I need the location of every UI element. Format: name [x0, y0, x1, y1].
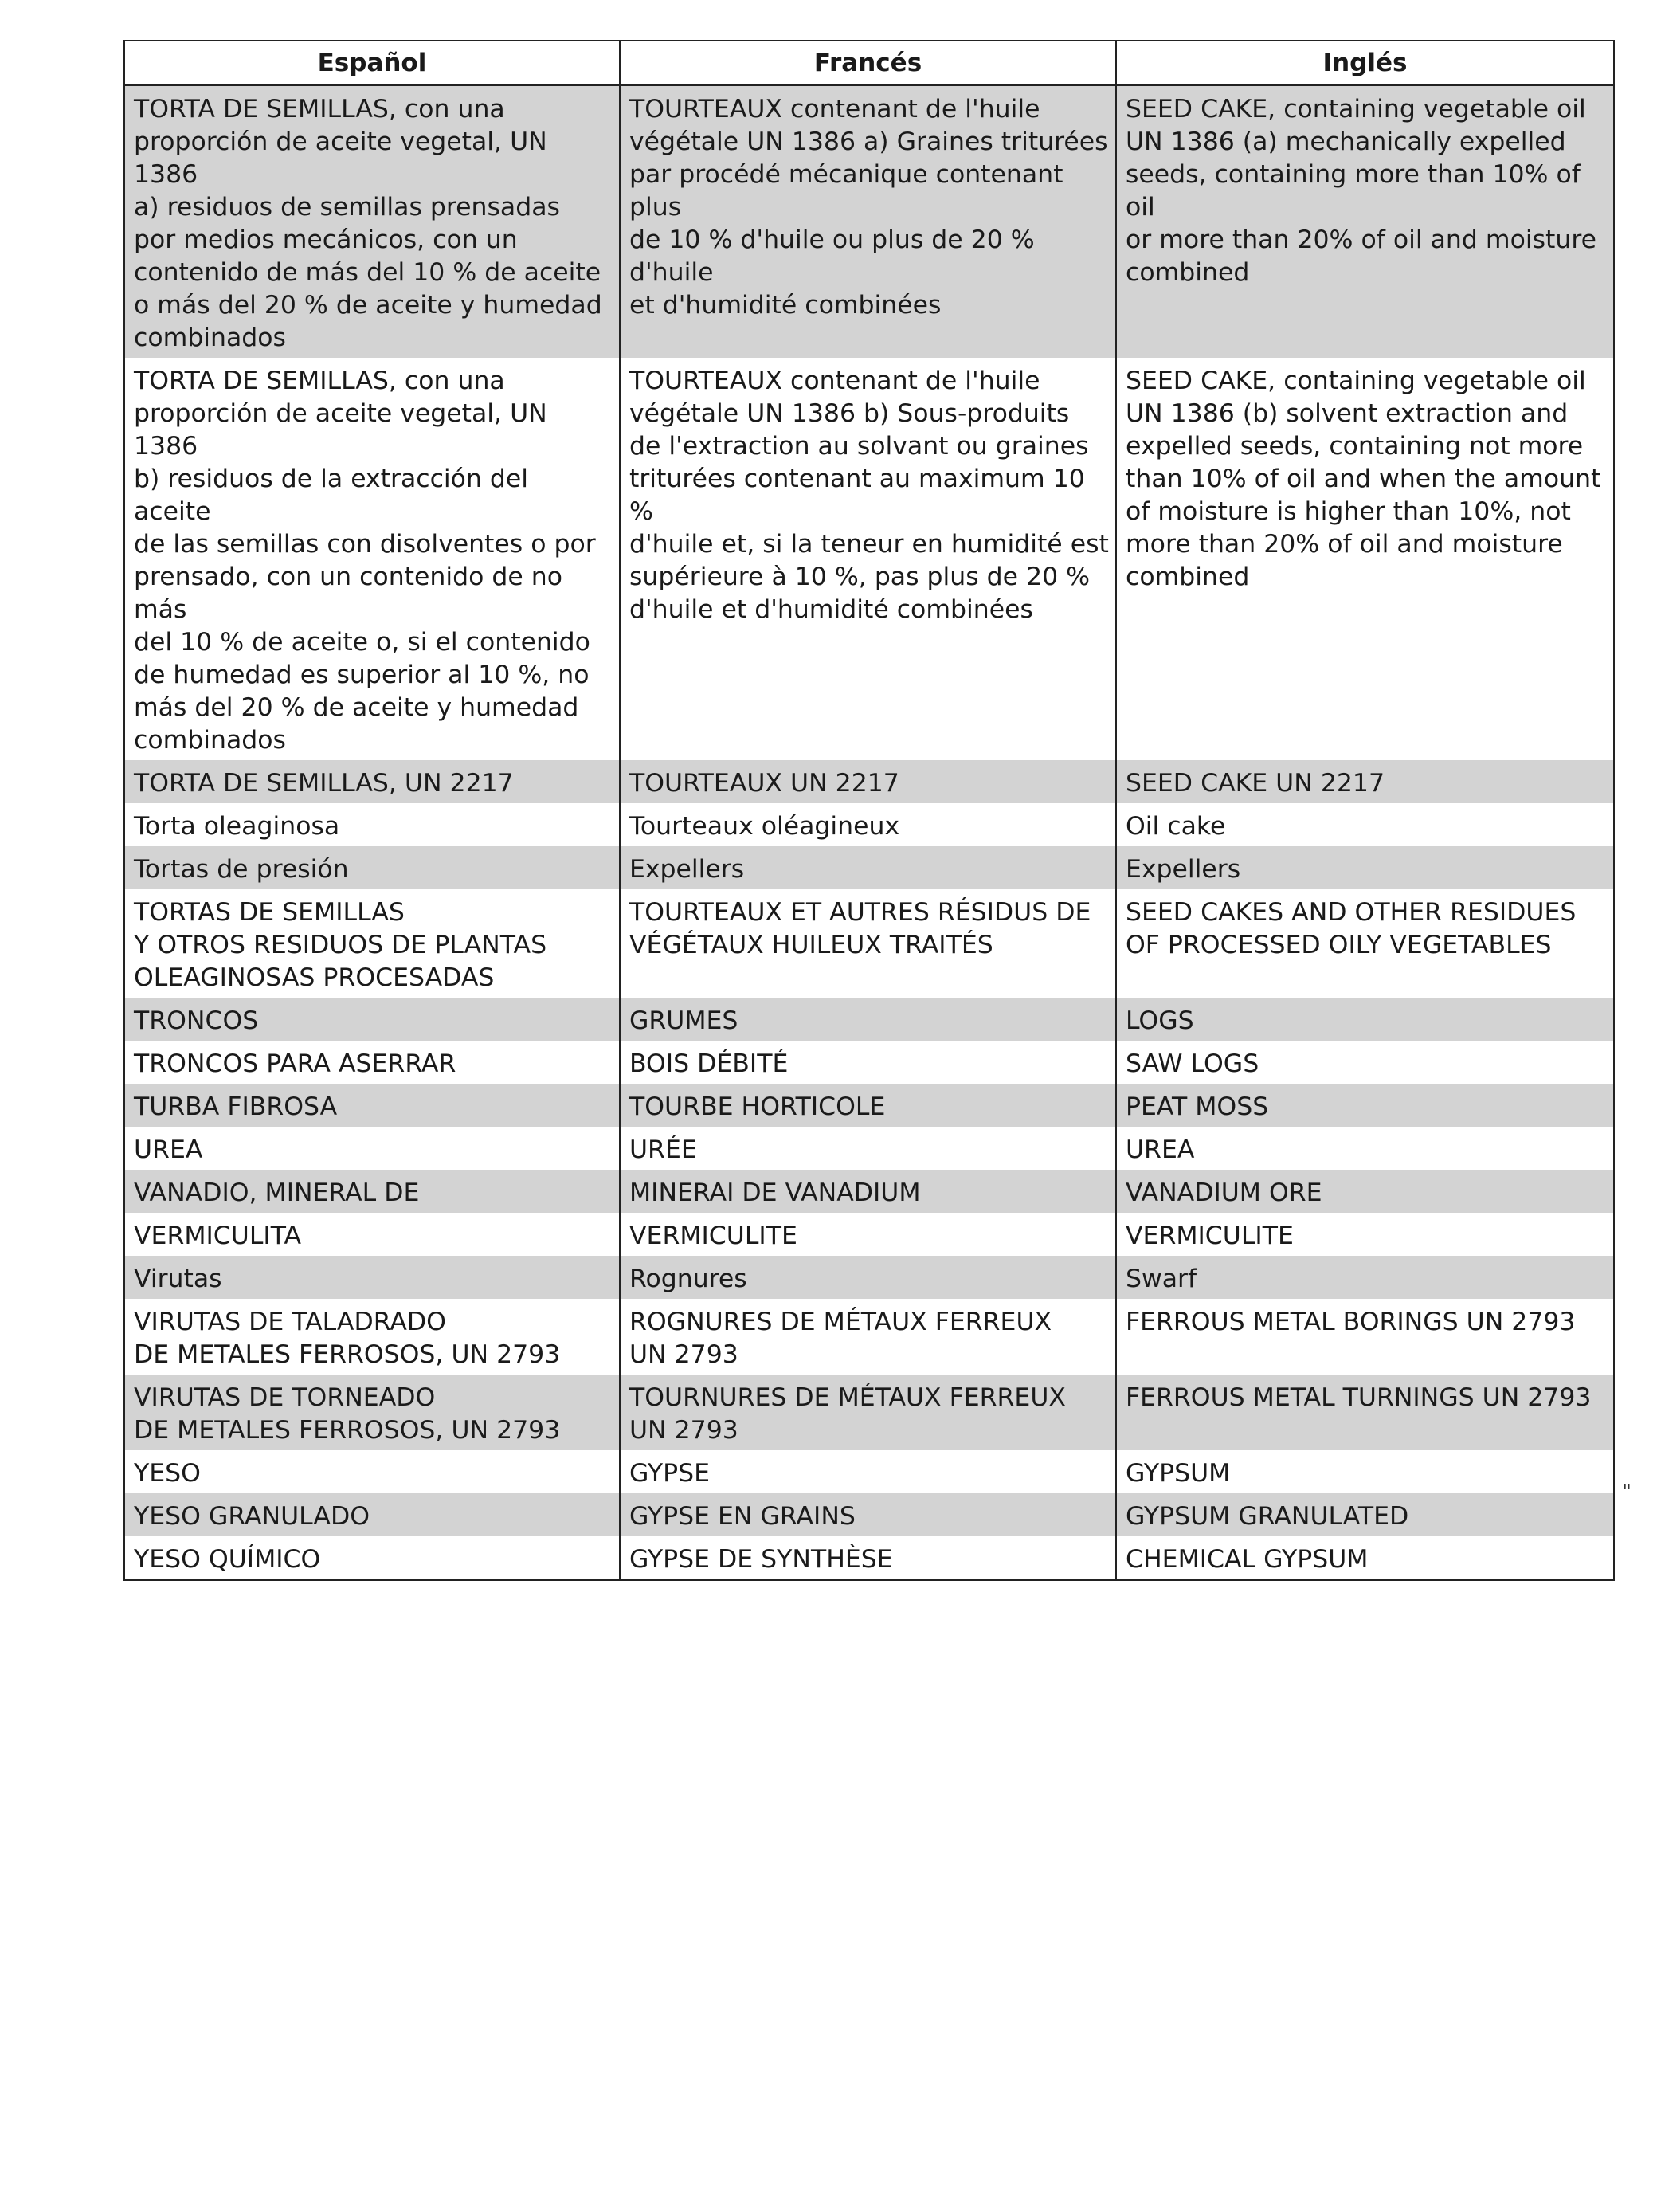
cell-french: ROGNURES DE MÉTAUX FERREUX UN 2793 — [620, 1299, 1116, 1375]
cell-french: GYPSE EN GRAINS — [620, 1493, 1116, 1536]
cell-english: CHEMICAL GYPSUM — [1116, 1536, 1614, 1580]
table-row — [124, 1256, 1614, 1299]
cell-spanish: TORTA DE SEMILLAS, con una proporción de aceite vegetal, UN 1386 a) residuos de semillas prensadas por medios mecánicos, con un contenido de más del 10 % de aceite o más del 20 % de aceite y humedad combinados — [124, 85, 620, 358]
table-row — [124, 85, 1614, 358]
cell-french: TOURNURES DE MÉTAUX FERREUX UN 2793 — [620, 1375, 1116, 1450]
cell-french: VERMICULITE — [620, 1213, 1116, 1256]
table-row — [124, 1299, 1614, 1375]
cell-french: URÉE — [620, 1127, 1116, 1170]
cell-english: SEED CAKE, containing vegetable oil UN 1386 (b) solvent extraction and expelled seeds, containing not more than 10% of oil and when the amount of moisture is higher than 10%, not more than 20% of oil and moisture combined — [1116, 358, 1614, 760]
cell-french: TOURTEAUX contenant de l'huile végétale UN 1386 b) Sous-produits de l'extraction au solvant ou graines triturées contenant au maximum 10 % d'huile et, si la teneur en humidité est supérieure à 10 %, pas plus de 20 % d'huile et d'humidité combinées — [620, 358, 1116, 760]
cell-spanish: TURBA FIBROSA — [124, 1084, 620, 1127]
cell-english: LOGS — [1116, 998, 1614, 1041]
glossary-table — [123, 40, 1615, 1581]
table-row — [124, 803, 1614, 846]
cell-english: FERROUS METAL BORINGS UN 2793 — [1116, 1299, 1614, 1375]
cell-english: Swarf — [1116, 1256, 1614, 1299]
table-row — [124, 760, 1614, 803]
cell-spanish: TORTAS DE SEMILLAS Y OTROS RESIDUOS DE PLANTAS OLEAGINOSAS PROCESADAS — [124, 889, 620, 998]
table-body — [124, 85, 1614, 1580]
table-row — [124, 889, 1614, 998]
cell-spanish: VIRUTAS DE TORNEADO DE METALES FERROSOS, UN 2793 — [124, 1375, 620, 1450]
cell-spanish: TRONCOS PARA ASERRAR — [124, 1041, 620, 1084]
closing-quote-mark: " — [1622, 1481, 1631, 1504]
cell-english: GYPSUM — [1116, 1450, 1614, 1493]
cell-spanish: TORTA DE SEMILLAS, UN 2217 — [124, 760, 620, 803]
header-french: Francés — [620, 41, 1116, 85]
table-row — [124, 1536, 1614, 1580]
cell-english: SAW LOGS — [1116, 1041, 1614, 1084]
table-row — [124, 998, 1614, 1041]
table-row — [124, 1041, 1614, 1084]
table-row — [124, 1084, 1614, 1127]
cell-spanish: YESO QUÍMICO — [124, 1536, 620, 1580]
cell-french: TOURBE HORTICOLE — [620, 1084, 1116, 1127]
cell-french: Rognures — [620, 1256, 1116, 1299]
header-english: Inglés — [1116, 41, 1614, 85]
cell-spanish: VERMICULITA — [124, 1213, 620, 1256]
cell-french: GYPSE DE SYNTHÈSE — [620, 1536, 1116, 1580]
cell-spanish: UREA — [124, 1127, 620, 1170]
cell-english: Expellers — [1116, 846, 1614, 889]
cell-french: GRUMES — [620, 998, 1116, 1041]
cell-french: TOURTEAUX contenant de l'huile végétale UN 1386 a) Graines triturées par procédé mécanique contenant plus de 10 % d'huile ou plus de 20 % d'huile et d'humidité combinées — [620, 85, 1116, 358]
cell-spanish: TRONCOS — [124, 998, 620, 1041]
cell-english: VERMICULITE — [1116, 1213, 1614, 1256]
cell-spanish: Torta oleaginosa — [124, 803, 620, 846]
cell-french: BOIS DÉBITÉ — [620, 1041, 1116, 1084]
table-row — [124, 1170, 1614, 1213]
cell-spanish: Virutas — [124, 1256, 620, 1299]
table-row — [124, 1375, 1614, 1450]
cell-french: Tourteaux oléagineux — [620, 803, 1116, 846]
cell-french: TOURTEAUX ET AUTRES RÉSIDUS DE VÉGÉTAUX HUILEUX TRAITÉS — [620, 889, 1116, 998]
cell-english: Oil cake — [1116, 803, 1614, 846]
cell-spanish: TORTA DE SEMILLAS, con una proporción de aceite vegetal, UN 1386 b) residuos de la extracción del aceite de las semillas con disolventes o por prensado, con un contenido de no más del 10 % de aceite o, si el contenido de humedad es superior al 10 %, no más del 20 % de aceite y humedad combinados — [124, 358, 620, 760]
cell-french: Expellers — [620, 846, 1116, 889]
cell-spanish: YESO GRANULADO — [124, 1493, 620, 1536]
cell-english: VANADIUM ORE — [1116, 1170, 1614, 1213]
table-row — [124, 1127, 1614, 1170]
table-row — [124, 1493, 1614, 1536]
header-row — [124, 41, 1614, 85]
header-spanish: Español — [124, 41, 620, 85]
cell-spanish: Tortas de presión — [124, 846, 620, 889]
cell-english: GYPSUM GRANULATED — [1116, 1493, 1614, 1536]
cell-spanish: VIRUTAS DE TALADRADO DE METALES FERROSOS, UN 2793 — [124, 1299, 620, 1375]
cell-english: PEAT MOSS — [1116, 1084, 1614, 1127]
cell-spanish: YESO — [124, 1450, 620, 1493]
cell-french: TOURTEAUX UN 2217 — [620, 760, 1116, 803]
table-row — [124, 846, 1614, 889]
cell-french: MINERAI DE VANADIUM — [620, 1170, 1116, 1213]
cell-spanish: VANADIO, MINERAL DE — [124, 1170, 620, 1213]
cell-english: FERROUS METAL TURNINGS UN 2793 — [1116, 1375, 1614, 1450]
cell-english: SEED CAKE UN 2217 — [1116, 760, 1614, 803]
table-row — [124, 1450, 1614, 1493]
cell-english: SEED CAKES AND OTHER RESIDUES OF PROCESSED OILY VEGETABLES — [1116, 889, 1614, 998]
cell-english: UREA — [1116, 1127, 1614, 1170]
cell-english: SEED CAKE, containing vegetable oil UN 1386 (a) mechanically expelled seeds, containing more than 10% of oil or more than 20% of oil and moisture combined — [1116, 85, 1614, 358]
cell-french: GYPSE — [620, 1450, 1116, 1493]
table-row — [124, 1213, 1614, 1256]
table-row — [124, 358, 1614, 760]
